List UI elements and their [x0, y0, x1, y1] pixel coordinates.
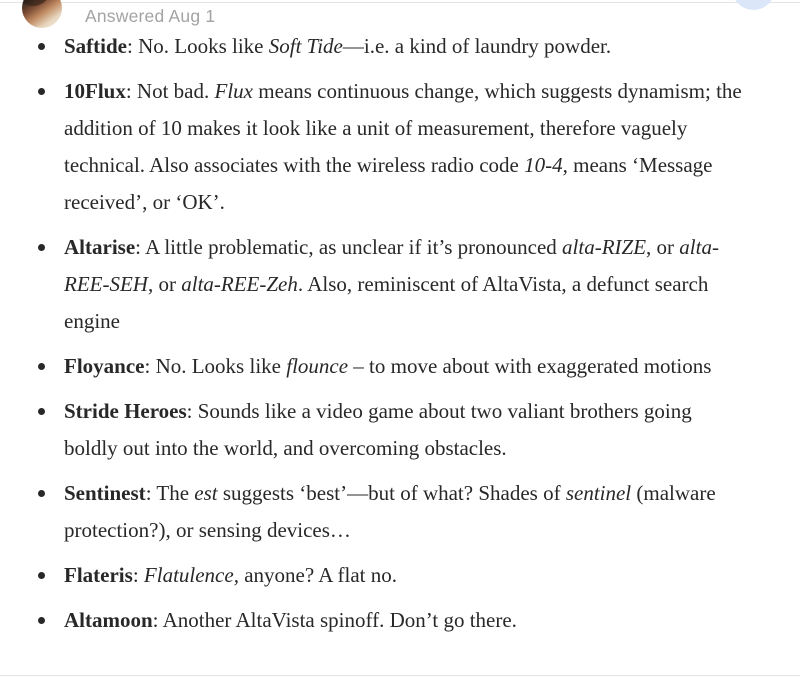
term-text: , or: [646, 235, 680, 259]
user-avatar[interactable]: [22, 0, 62, 28]
list-item: [64, 229, 750, 340]
term-name: 10Flux: [64, 79, 126, 103]
term-text: – to move about with exaggerated motions: [348, 354, 712, 378]
term-text: sentinel: [565, 481, 632, 505]
term-text: alta-REE-Zeh: [181, 272, 298, 296]
avatar-image: [22, 0, 48, 6]
term-text: Flux: [214, 79, 253, 103]
term-text: Flatulence,: [143, 563, 239, 587]
term-text: : Another AltaVista spinoff. Don’t go there.: [152, 608, 517, 632]
term-text: 10-4,: [524, 153, 568, 177]
term-text: suggests ‘best’—but of what? Shades of: [217, 481, 566, 505]
list-item: [64, 475, 750, 549]
term-text: flounce: [286, 354, 349, 378]
term-name: Stride Heroes: [64, 399, 187, 423]
answer-meta-timestamp: Answered Aug 1: [85, 6, 216, 26]
list-item: [64, 602, 750, 639]
term-text: , or: [147, 272, 182, 296]
term-text: : Sounds like a video game about two valiant brothers going boldly out into the world, and overcoming obstacles.: [64, 399, 692, 460]
term-text: means ‘Message received’, or ‘OK’.: [64, 153, 713, 214]
term-name: Saftide: [64, 34, 127, 58]
term-text: : No. Looks like: [127, 34, 269, 58]
term-text: alta-RIZE: [562, 235, 647, 259]
term-text: :: [132, 563, 144, 587]
term-text: : The: [145, 481, 195, 505]
list-item: [64, 28, 750, 65]
top-divider: [0, 2, 800, 3]
list-item: [64, 393, 750, 467]
term-text: . Also, reminiscent of AltaVista, a defunct search engine: [64, 272, 709, 333]
term-text: : A little problematic, as unclear if it’s pronounced: [135, 235, 563, 259]
term-text: est: [194, 481, 218, 505]
bottom-divider: [0, 675, 800, 676]
list-item: [64, 348, 750, 385]
term-name: Floyance: [64, 354, 145, 378]
term-name: Sentinest: [64, 481, 146, 505]
cropped-circle-button[interactable]: [732, 0, 775, 10]
term-name: Altarise: [64, 235, 136, 259]
term-name: Flateris: [64, 563, 133, 587]
term-text: : Not bad.: [125, 79, 215, 103]
answer-bullet-list: [64, 28, 754, 647]
term-text: anyone? A flat no.: [238, 563, 397, 587]
term-text: (malware protection?), or sensing devices…: [64, 481, 716, 542]
term-text: : No. Looks like: [144, 354, 287, 378]
term-text: means continuous change, which suggests dynamism; the addition of 10 makes it look like a unit of measurement, therefore vaguely technical. Also associates with the wireless radio code: [64, 79, 742, 177]
term-name: Altamoon: [64, 608, 153, 632]
list-item: [64, 73, 750, 221]
term-text: —i.e. a kind of laundry powder.: [342, 34, 612, 58]
term-text: Soft Tide: [268, 34, 343, 58]
list-item: [64, 557, 750, 594]
term-text: alta-REE-SEH: [64, 235, 719, 296]
